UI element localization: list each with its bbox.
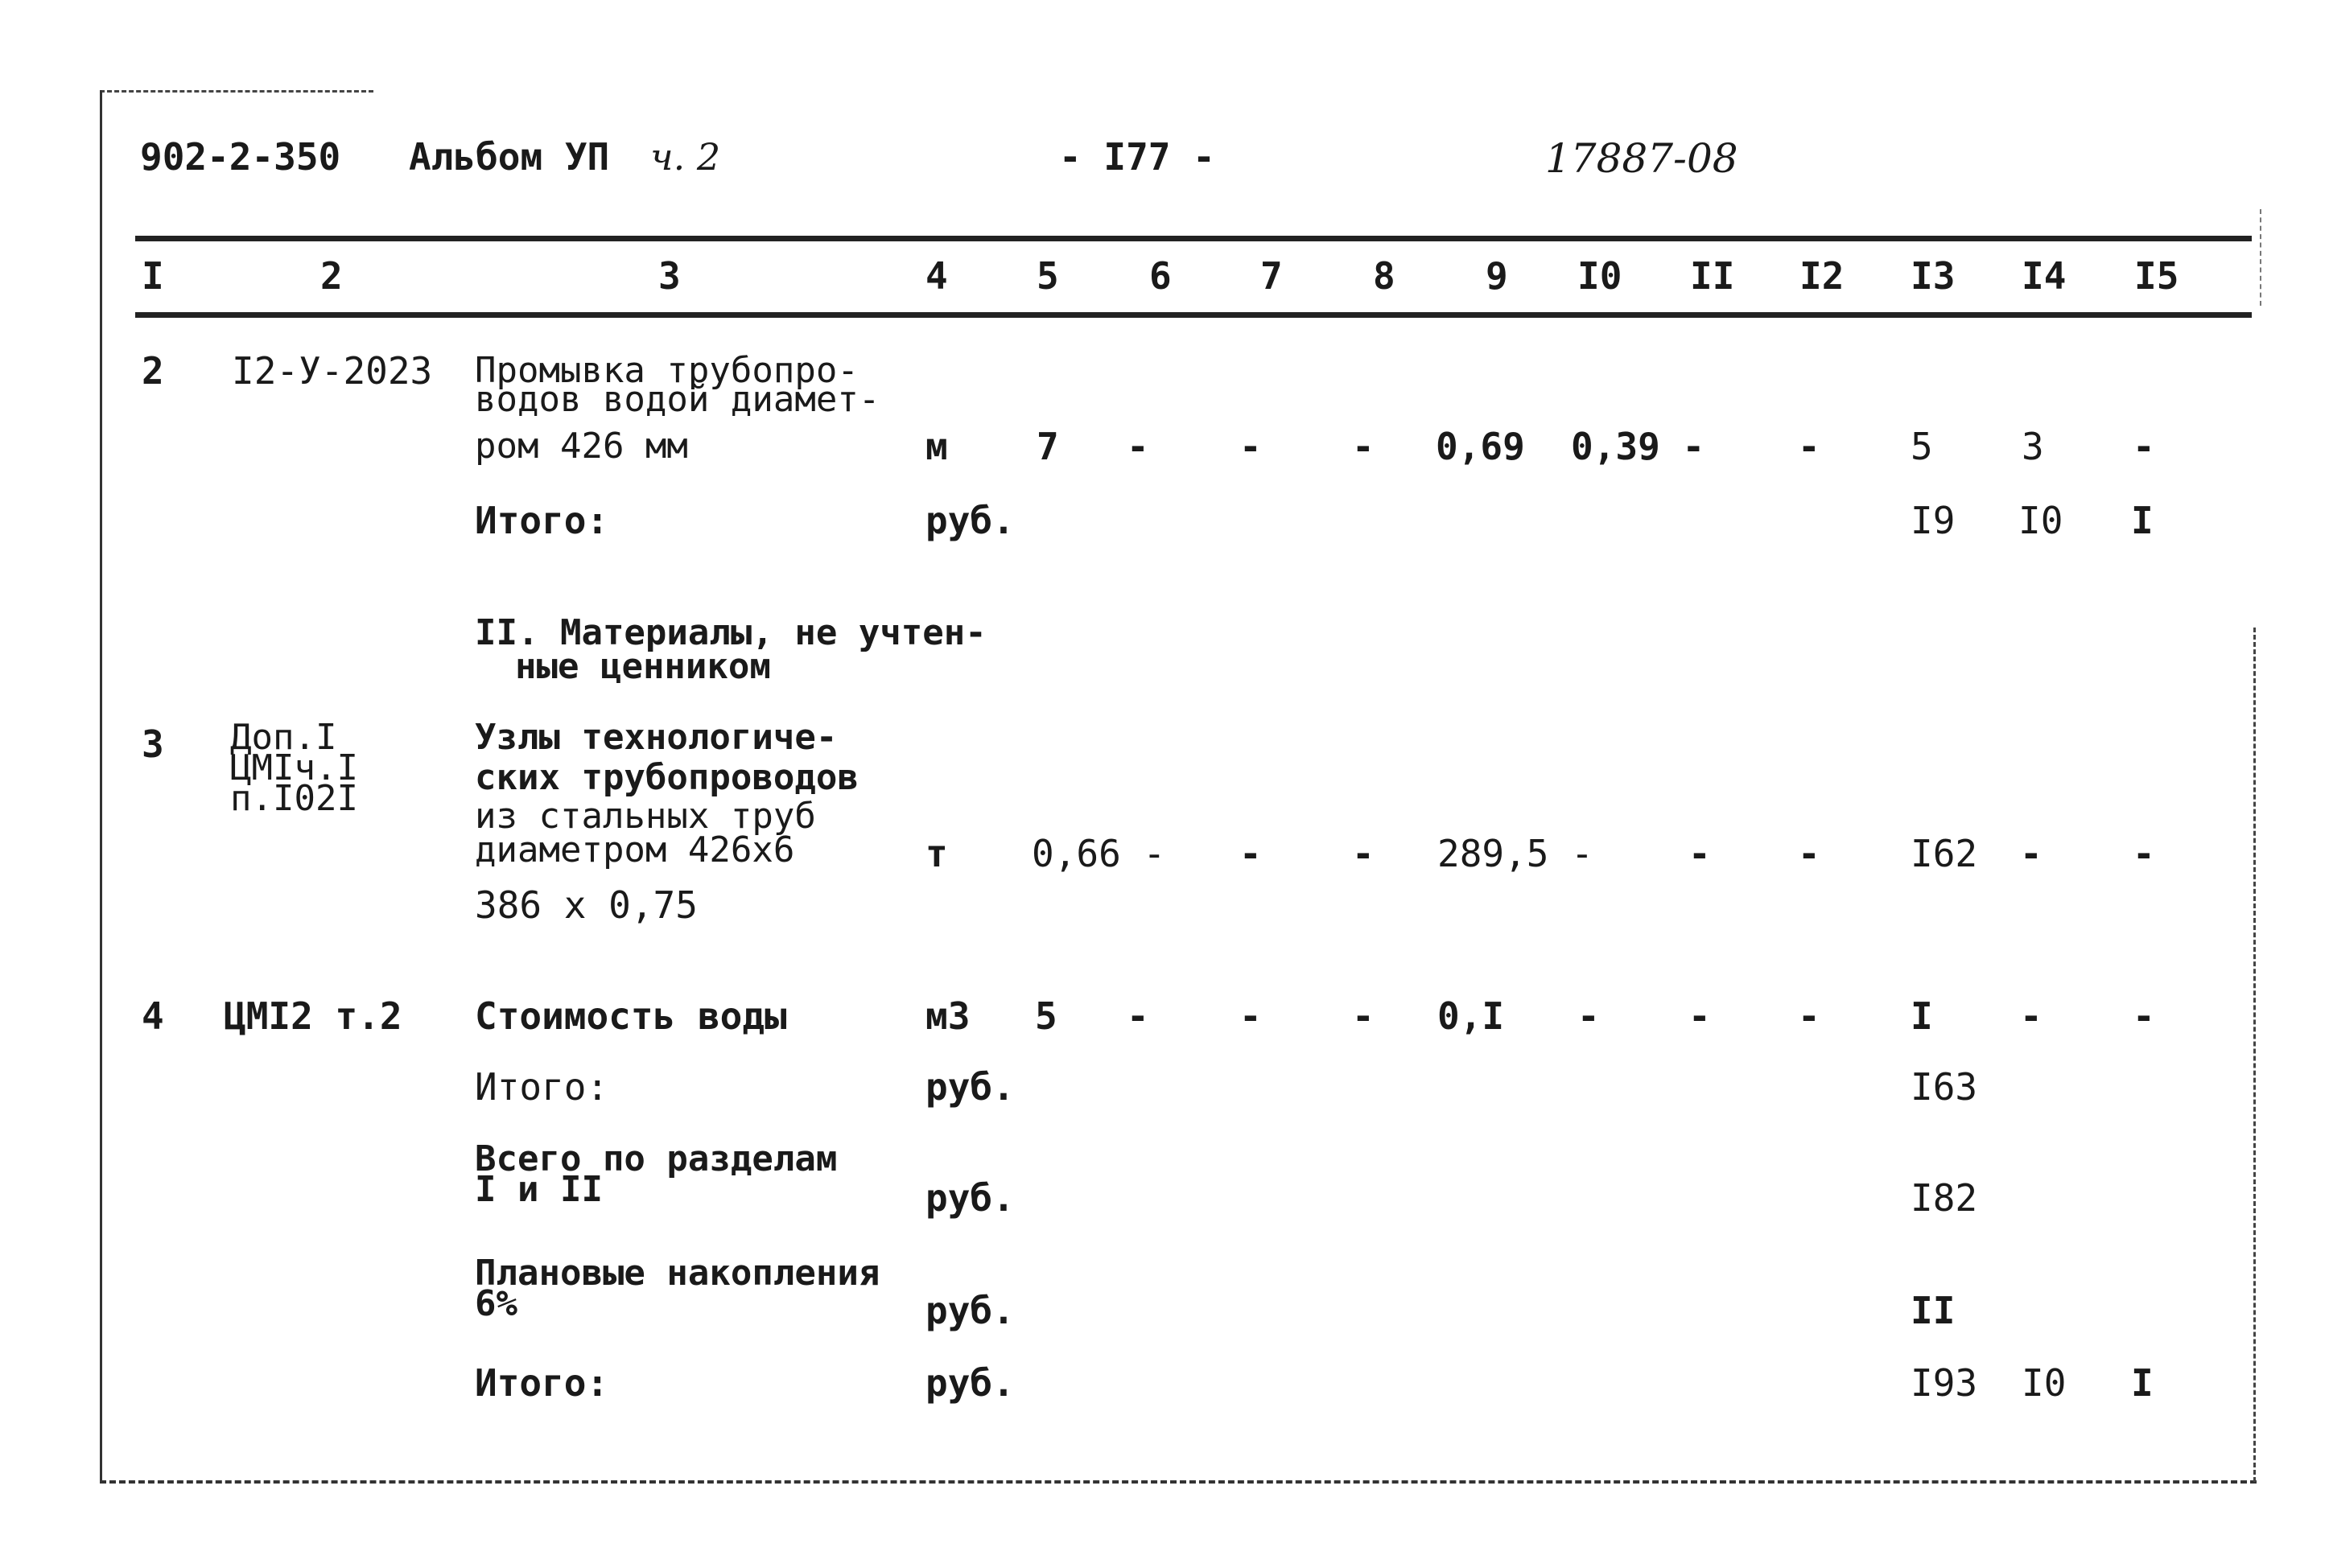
row4-c9: 0,I <box>1437 994 1505 1038</box>
all-sections-label-line1: Всего по разделам <box>475 1138 838 1179</box>
row4-name: Стоимость воды <box>475 994 787 1038</box>
archive-number: 17887-08 <box>1545 135 1738 182</box>
total2-label: Итого: <box>475 1065 609 1109</box>
col-header-2: 2 <box>320 254 343 298</box>
row2-c14: 3 <box>2022 425 2044 468</box>
row2-name-line3: ром 426 мм <box>475 426 688 467</box>
row3-number: 3 <box>142 722 164 766</box>
row2-code: I2-У-2023 <box>232 349 433 393</box>
col-header-8: 8 <box>1373 254 1395 298</box>
row2-c13: 5 <box>1911 425 1933 468</box>
row3-name-line2: ских трубопроводов <box>475 757 859 798</box>
all-sections-label-line2: I и II <box>475 1169 603 1210</box>
col-header-3: 3 <box>658 254 681 298</box>
total1-unit: руб. <box>925 499 1015 542</box>
row2-c10: 0,39 - <box>1571 425 1705 468</box>
row4-c13: I <box>1911 994 1933 1038</box>
row2-c5: 7 <box>1037 425 1059 468</box>
total2-c13: I63 <box>1911 1065 1978 1109</box>
col-header-4: 4 <box>925 254 948 298</box>
col-header-12: I2 <box>1799 254 1845 298</box>
section2-heading-line1: II. Материалы, не учтен- <box>475 612 987 653</box>
total1-label: Итого: <box>475 499 609 542</box>
row4-c11: - <box>1688 994 1711 1038</box>
row4-code: ЦМI2 т.2 <box>224 994 402 1038</box>
row3-c13: I62 <box>1911 832 1978 875</box>
row2-c12: - <box>1798 425 1820 468</box>
row4-c5: 5 <box>1035 994 1057 1038</box>
col-header-14: I4 <box>2022 254 2067 298</box>
header-rule-top <box>135 236 2252 241</box>
all-sections-unit: руб. <box>925 1176 1015 1220</box>
row3-extra: 386 х 0,75 <box>475 883 698 927</box>
all-sections-c13: I82 <box>1911 1176 1978 1220</box>
frame-right-border <box>2253 628 2256 1482</box>
row2-name-line2: водов водой диамет- <box>475 379 880 420</box>
col-header-15: I5 <box>2134 254 2179 298</box>
col-header-6: 6 <box>1149 254 1172 298</box>
row2-c9: 0,69 <box>1436 425 1525 468</box>
row4-c10: - <box>1577 994 1600 1038</box>
total3-c14: I0 <box>2022 1361 2067 1405</box>
row3-c7: - <box>1239 832 1262 875</box>
row3-c12: - <box>1798 832 1820 875</box>
row4-c8: - <box>1352 994 1375 1038</box>
row3-c9: 289,5 - <box>1437 832 1593 875</box>
row3-c15: - <box>2133 832 2155 875</box>
row3-c14: - <box>2020 832 2043 875</box>
row2-c15: - <box>2133 425 2155 468</box>
row3-code-line2: ЦМIч.I <box>230 747 358 788</box>
doc-code: 902-2-350 <box>140 135 341 179</box>
total3-c13: I93 <box>1911 1361 1978 1405</box>
total2-unit: руб. <box>925 1065 1015 1109</box>
header-rule-bottom <box>135 312 2252 318</box>
total3-c15: I <box>2131 1361 2154 1405</box>
row2-name-line1: Промывка трубопро- <box>475 350 859 391</box>
planned-label-line1: Плановые накопления <box>475 1253 880 1294</box>
total3-label: Итого: <box>475 1361 609 1405</box>
row3-code-line1: Доп.I <box>230 717 337 758</box>
row4-c15: - <box>2133 994 2155 1038</box>
col-header-5: 5 <box>1037 254 1059 298</box>
col-header-9: 9 <box>1486 254 1508 298</box>
album-label: Альбом УП <box>409 135 610 179</box>
row3-unit: т <box>925 832 948 875</box>
row3-name-line4: диаметром 426х6 <box>475 829 795 870</box>
total1-c13: I9 <box>1911 499 1956 542</box>
row4-c7: - <box>1239 994 1262 1038</box>
row3-c8: - <box>1352 832 1375 875</box>
row4-c6: - <box>1127 994 1149 1038</box>
row3-code-line3: п.I02I <box>230 778 358 819</box>
page-number: - I77 - <box>1059 135 1215 179</box>
frame-top-border <box>100 90 373 93</box>
frame-bottom-border <box>100 1480 2257 1484</box>
frame-left-border <box>100 90 102 1482</box>
part-label: ч. 2 <box>650 135 721 179</box>
planned-label-line2: 6% <box>475 1283 517 1324</box>
row3-name-line1: Узлы технологиче- <box>475 717 838 758</box>
row3-name-line3: из стальных труб <box>475 796 816 837</box>
total1-c14: I0 <box>2018 499 2063 542</box>
planned-c13: II <box>1911 1289 1956 1332</box>
total3-unit: руб. <box>925 1361 1015 1405</box>
col-header-1: I <box>142 254 164 298</box>
row2-c8: - <box>1352 425 1375 468</box>
row4-number: 4 <box>142 994 164 1038</box>
row2-c6: - <box>1127 425 1149 468</box>
row3-c11: - <box>1688 832 1711 875</box>
row2-number: 2 <box>142 349 164 393</box>
col-header-11: II <box>1690 254 1735 298</box>
frame-right-mark <box>2260 209 2261 306</box>
planned-unit: руб. <box>925 1289 1015 1332</box>
row2-c7: - <box>1239 425 1262 468</box>
row4-c12: - <box>1798 994 1820 1038</box>
row2-unit: м <box>925 425 948 468</box>
col-header-13: I3 <box>1911 254 1956 298</box>
section2-heading-line2: ные ценником <box>515 646 771 687</box>
row4-unit: м3 <box>925 994 971 1038</box>
col-header-10: I0 <box>1577 254 1622 298</box>
row3-c5: 0,66 - <box>1032 832 1166 875</box>
total1-c15: I <box>2131 499 2154 542</box>
col-header-7: 7 <box>1260 254 1283 298</box>
row4-c14: - <box>2020 994 2043 1038</box>
